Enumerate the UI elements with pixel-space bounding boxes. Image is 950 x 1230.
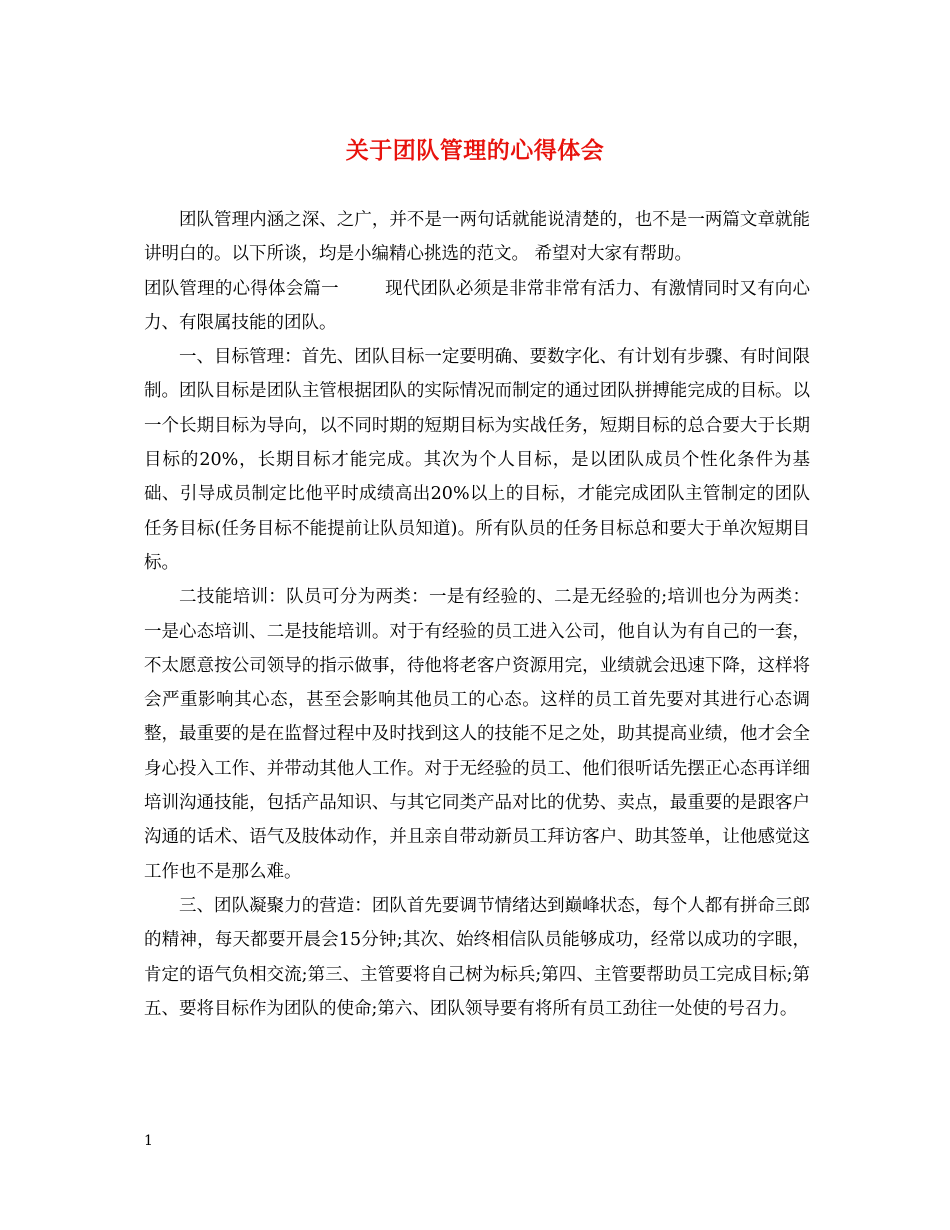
essay-opening: 现代团队必须是非常非常有活力、有激情同时又有向心力、有限属技能的团队。 — [144, 278, 810, 333]
essay-opening-paragraph — [144, 272, 810, 341]
heading-gap — [339, 279, 385, 299]
document-body — [144, 203, 810, 1026]
paragraph-skill-training: 二技能培训：队员可分为两类：一是有经验的、二是无经验的;培训也分为两类：一是心态培训、二是技能培训。对于有经验的员工进入公司，他自认为有自己的一套，不太愿意按公司领导的指示做事，待他将老客户资源用完，业绩就会迅速下降，这样将会严重影响其心态，甚至会影响其他员工的心态。这样的员工首先要对其进行心态调整，最重要的是在监督过程中及时找到这人的技能不足之处，助其提高业绩，他才会全身心投入工作、并带动其他人工作。对于无经验的员工、他们很听话先摆正心态再详细培训沟通技能，包括产品知识、与其它同类产品对比的优势、卖点，最重要的是跟客户沟通的话术、语气及肢体动作，并且亲自带动新员工拜访客户、助其签单，让他感觉这工作也不是那么难。 — [144, 587, 810, 882]
intro-paragraph: 团队管理内涵之深、之广，并不是一两句话就能说清楚的，也不是一两篇文章就能讲明白的。以下所谈，均是小编精心挑选的范文。 希望对大家有帮助。 — [144, 210, 810, 265]
essay-heading: 团队管理的心得体会篇一 — [144, 278, 339, 299]
paragraph-team-cohesion: 三、团队凝聚力的营造：团队首先要调节情绪达到巅峰状态，每个人都有拼命三郎的精神，每天都要开晨会15分钟;其次、始终相信队员能够成功，经常以成功的字眼，肯定的语气负相交流;第三、主管要将自己树为标兵;第四、主管要帮助员工完成目标;第五、要将目标作为团队的使命;第六、团队领导要有将所有员工劲往一处使的号召力。 — [144, 895, 810, 1019]
page-number: 1 — [144, 1133, 153, 1149]
document-title: 关于团队管理的心得体会 — [345, 137, 605, 164]
paragraph-goal-management: 一、目标管理：首先、团队目标一定要明确、要数字化、有计划有步骤、有时间限制。团队目标是团队主管根据团队的实际情况而制定的通过团队拼搏能完成的目标。以一个长期目标为导向，以不同时期的短期目标为实战任务，短期目标的总合要大于长期目标的20%，长期目标才能完成。其次为个人目标，是以团队成员个性化条件为基础、引导成员制定比他平时成绩高出20%以上的目标，才能完成团队主管制定的团队任务目标(任务目标不能提前让队员知道)。所有队员的任务目标总和要大于单次短期目标。 — [144, 347, 810, 573]
